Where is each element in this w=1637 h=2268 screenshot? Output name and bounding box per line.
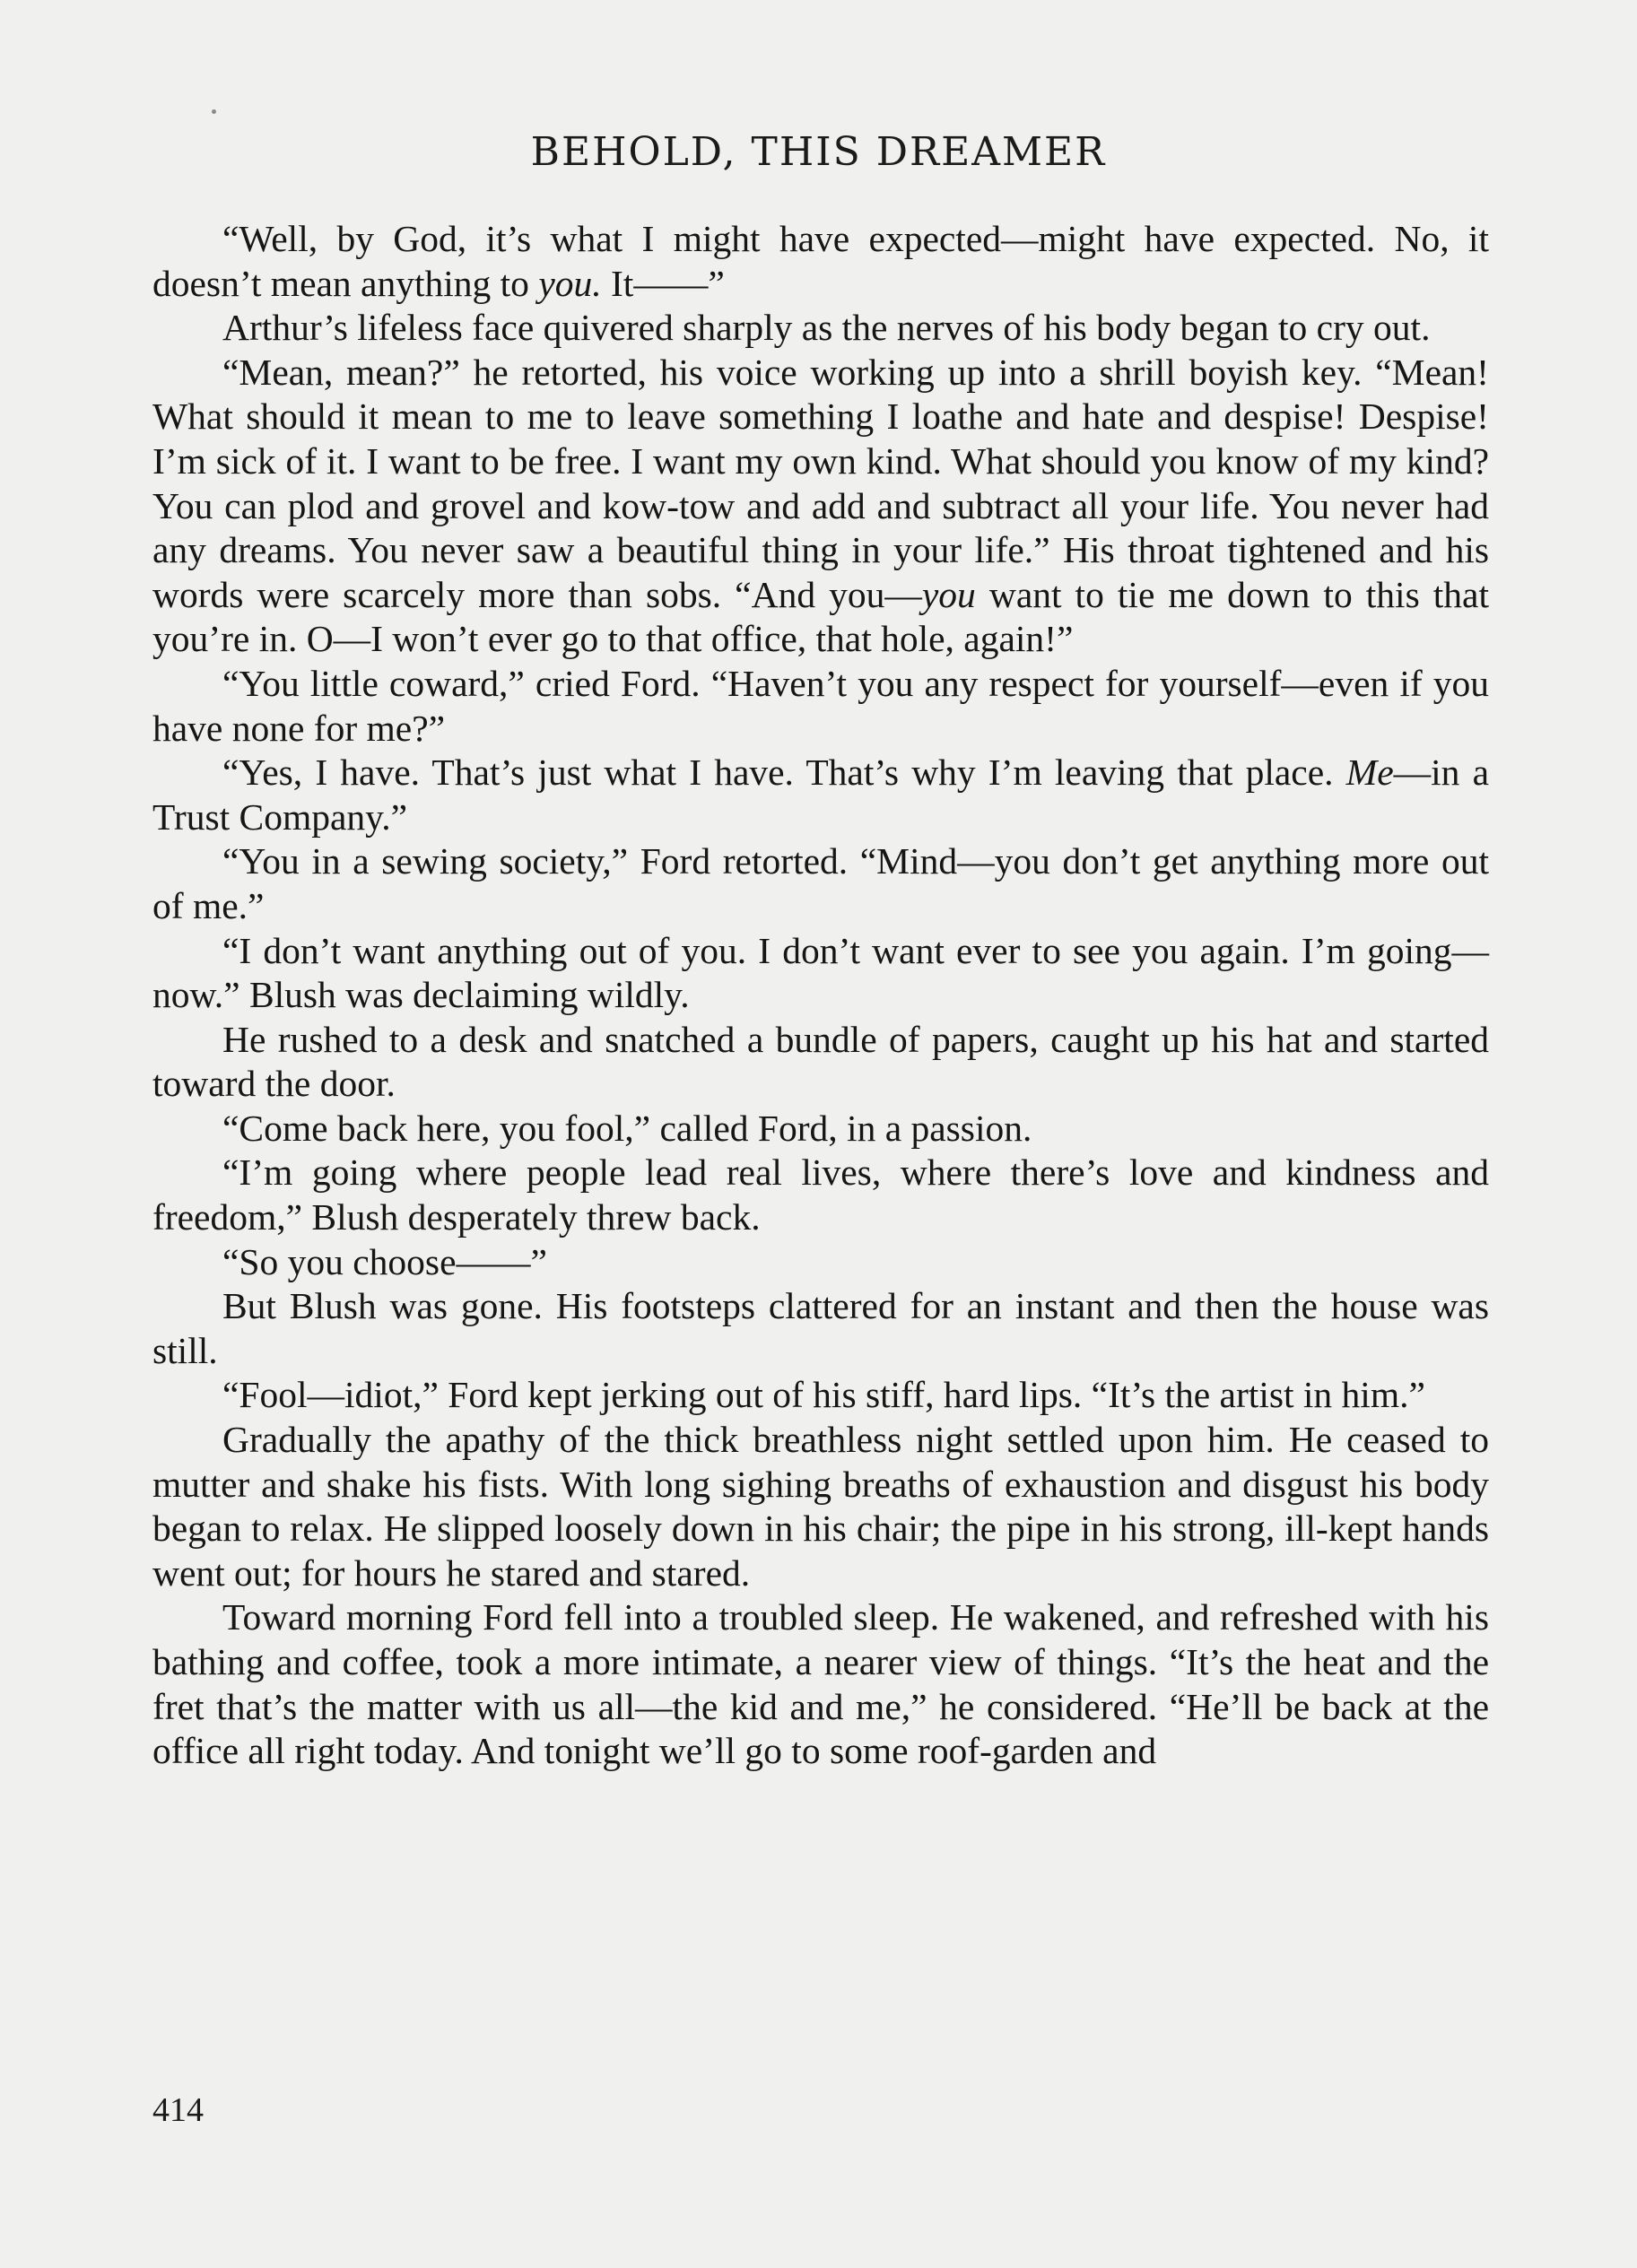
paragraph xyxy=(152,217,1489,306)
paper-speck xyxy=(212,109,216,114)
text-run: He rushed to a desk and snatched a bundle of papers, caught up his hat and started toward the door. xyxy=(152,1018,1489,1105)
paragraph xyxy=(152,1284,1489,1373)
paragraph xyxy=(152,1240,1489,1285)
paragraph xyxy=(152,351,1489,662)
text-run: Gradually the apathy of the thick breathless night settled upon him. He ceased to mutter and shake his fists. With long sighing breaths of exhaustion and disgust his body began to relax. He slipped loosely down in his chair; the pipe in his strong, ill-kept hands went out; for hours he stared and stared. xyxy=(152,1419,1489,1594)
text-run: Arthur’s lifeless face quivered sharply as the nerves of his body began to cry out. xyxy=(222,307,1431,349)
paragraph xyxy=(152,1595,1489,1773)
text-run: “Yes, I have. That’s just what I have. That’s why I’m leaving that place. xyxy=(222,752,1346,794)
running-head: BEHOLD, THIS DREAMER xyxy=(530,129,1107,175)
paragraph xyxy=(152,1151,1489,1239)
text-run: But Blush was gone. His footsteps clattered for an instant and then the house was still. xyxy=(152,1285,1489,1371)
text-run: “I’m going where people lead real lives, where there’s love and kindness and freedom,” Blush desperately threw back. xyxy=(152,1151,1489,1238)
text-run: “So you choose——” xyxy=(222,1240,547,1282)
text-run: “Mean, mean?” he retorted, his voice working up into a shrill boyish key. “Mean! What should it mean to me to leave something I loathe and hate and despise! Despise! I’m sick of it. I want to be free. I want my own kind. What should you know of my kind? You can plod and grovel and kow-tow and add and subtract all your life. You never had any dreams. You never saw a beautiful thing in your life.” His throat tightened and his words were scarcely more than sobs. “And you— xyxy=(152,351,1489,615)
paragraph xyxy=(152,751,1489,839)
paragraph xyxy=(152,1107,1489,1151)
paragraph xyxy=(152,1018,1489,1107)
paragraph xyxy=(152,929,1489,1018)
paragraph xyxy=(152,662,1489,751)
text-run: “You in a sewing society,” Ford retorted. “Mind—you don’t get anything more out of me.” xyxy=(152,840,1489,926)
text-run: It——” xyxy=(601,262,725,304)
italic-text: you xyxy=(921,573,976,615)
text-run: “Well, by God, it’s what I might have expected—might have expected. No, it doesn’t mean anything to xyxy=(152,218,1489,304)
paragraph xyxy=(152,1418,1489,1595)
paragraph xyxy=(152,839,1489,928)
paragraph xyxy=(152,306,1489,351)
text-run: —in a Trust Company.” xyxy=(152,752,1489,838)
text-run: Toward morning Ford fell into a troubled sleep. He wakened, and refreshed with his bathing and coffee, took a more intimate, a nearer view of things. “It’s the heat and the fret that’s the matter with us all—the kid and me,” he considered. “He’ll be back at the office all right today. And tonight we’ll go to some roof-garden and xyxy=(152,1596,1489,1772)
text-run: “I don’t want anything out of you. I don’t want ever to see you again. I’m going—now.” Blush was declaiming wildly. xyxy=(152,929,1489,1016)
page-number: 414 xyxy=(152,2091,204,2129)
paragraph xyxy=(152,1373,1489,1418)
text-run: “Come back here, you fool,” called Ford, in a passion. xyxy=(222,1107,1032,1149)
text-run: “Fool—idiot,” Ford kept jerking out of his stiff, hard lips. “It’s the artist in him.” xyxy=(222,1374,1425,1416)
italic-text: you. xyxy=(538,262,602,304)
text-run: want to tie me down to this that you’re in. O—I won’t ever go to that office, that hole, again!” xyxy=(152,573,1489,660)
italic-text: Me xyxy=(1345,752,1394,794)
body-text xyxy=(152,217,1489,1774)
text-run: “You little coward,” cried Ford. “Haven’t you any respect for yourself—even if you have none for me?” xyxy=(152,662,1489,749)
